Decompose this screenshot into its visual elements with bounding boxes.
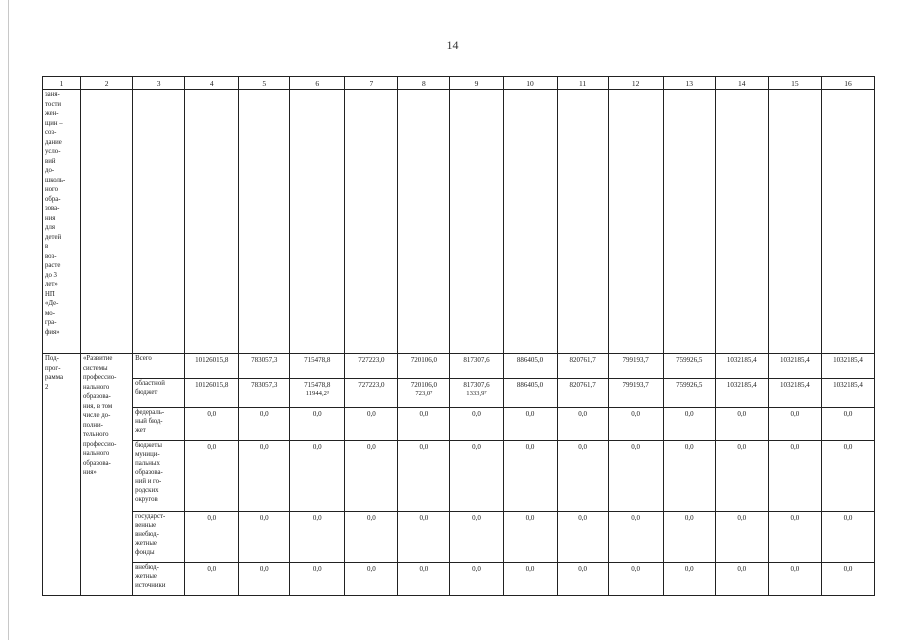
funding-value: 0,0 xyxy=(631,565,641,573)
funding-value-cell xyxy=(503,512,557,563)
empty-cell xyxy=(715,90,768,354)
funding-value-cell xyxy=(608,512,663,563)
funding-value-cell xyxy=(663,563,715,596)
funding-value: 0,0 xyxy=(843,514,853,522)
funding-value-cell xyxy=(715,354,768,379)
funding-value: 1032185,4 xyxy=(726,381,757,389)
header-cell-3: 3 xyxy=(133,77,185,90)
funding-value-cell xyxy=(345,379,398,408)
header-row xyxy=(43,77,875,90)
header-cell-2: 2 xyxy=(81,77,133,90)
funding-value: 727223,0 xyxy=(358,356,385,364)
funding-value-cell xyxy=(239,354,290,379)
funding-value-cell xyxy=(715,379,768,408)
funding-source-cell: Всего xyxy=(133,354,185,379)
empty-cell xyxy=(133,90,185,354)
funding-value: 0,0 xyxy=(366,514,376,522)
header-cell-6: 6 xyxy=(290,77,345,90)
funding-value: 0,0 xyxy=(312,443,322,451)
funding-value-cell xyxy=(450,563,503,596)
funding-value-cell xyxy=(345,441,398,512)
header-cell-11: 11 xyxy=(557,77,608,90)
funding-value-cell xyxy=(450,441,503,512)
funding-value-cell xyxy=(608,408,663,441)
funding-value: 715478,8 xyxy=(304,381,331,389)
funding-value: 0,0 xyxy=(419,443,429,451)
funding-value-cell xyxy=(290,441,345,512)
funding-value: 0,0 xyxy=(366,565,376,573)
funding-row xyxy=(43,512,875,563)
funding-value: 0,0 xyxy=(259,410,269,418)
funding-value-cell xyxy=(239,512,290,563)
funding-value: 1032185,4 xyxy=(833,356,863,364)
funding-value: 0,0 xyxy=(737,565,747,573)
funding-value: 0,0 xyxy=(259,565,269,573)
budget-table xyxy=(42,76,875,596)
funding-value-cell xyxy=(768,563,821,596)
funding-value: 0,0 xyxy=(366,410,376,418)
empty-cell xyxy=(239,90,290,354)
subprogram-title-cell: «Развитие системы профессио- нального образова- ния, в том числе до- полни- тельного профессио- нального образова- ния» xyxy=(81,354,133,596)
empty-cell xyxy=(345,90,398,354)
funding-value: 0,0 xyxy=(259,443,269,451)
funding-value-cell xyxy=(715,441,768,512)
funding-value-cell xyxy=(290,379,345,408)
funding-value: 0,0 xyxy=(207,443,217,451)
funding-value: 0,0 xyxy=(790,410,800,418)
funding-value-cell xyxy=(663,408,715,441)
funding-value: 0,0 xyxy=(578,514,587,522)
funding-value: 0,0 xyxy=(419,565,429,573)
funding-value: 0,0 xyxy=(259,514,269,522)
empty-cell xyxy=(503,90,557,354)
continuation-name-cell: заня- тости жен- щин – соз- дание усло- вий до- школь- ного обра- зова- ния для детей в воз- расте до 3 лет» НП «Де- мо- гра- фия» xyxy=(43,90,81,354)
funding-subvalue: 723,0⁷ xyxy=(415,390,433,398)
funding-value-cell xyxy=(290,354,345,379)
continuation-row xyxy=(43,90,875,354)
funding-value: 759926,5 xyxy=(676,381,703,389)
funding-value-cell xyxy=(768,441,821,512)
funding-value-cell xyxy=(663,379,715,408)
funding-value-cell xyxy=(239,563,290,596)
funding-value: 0,0 xyxy=(684,514,694,522)
funding-row xyxy=(43,379,875,408)
funding-value-cell xyxy=(185,512,239,563)
funding-value: 0,0 xyxy=(472,565,481,573)
funding-source-cell: бюджеты муници- пальных образова- ний и го- родских округов xyxy=(133,441,185,512)
header-cell-14: 14 xyxy=(715,77,768,90)
funding-row xyxy=(43,354,875,379)
funding-source-cell: государст- венные внебюд- жетные фонды xyxy=(133,512,185,563)
funding-value: 0,0 xyxy=(472,443,481,451)
funding-value-cell xyxy=(821,512,874,563)
funding-value: 0,0 xyxy=(843,565,853,573)
funding-subvalue: 11944,2³ xyxy=(305,390,329,398)
funding-value-cell xyxy=(450,512,503,563)
funding-value-cell xyxy=(398,408,450,441)
funding-value-cell xyxy=(185,379,239,408)
funding-value: 759926,5 xyxy=(676,356,703,364)
funding-value: 10126015,8 xyxy=(195,356,229,364)
funding-value: 820761,7 xyxy=(569,381,596,389)
empty-cell xyxy=(290,90,345,354)
funding-value: 0,0 xyxy=(843,443,853,451)
funding-value: 0,0 xyxy=(631,410,641,418)
funding-row xyxy=(43,441,875,512)
funding-value-cell xyxy=(503,408,557,441)
funding-value-cell xyxy=(398,512,450,563)
funding-value-cell xyxy=(557,441,608,512)
funding-value: 0,0 xyxy=(312,565,322,573)
funding-value-cell xyxy=(290,563,345,596)
funding-value-cell xyxy=(821,563,874,596)
funding-value-cell xyxy=(715,563,768,596)
funding-value-cell xyxy=(185,563,239,596)
funding-value-cell xyxy=(768,354,821,379)
funding-value: 0,0 xyxy=(207,514,217,522)
empty-cell xyxy=(81,90,133,354)
header-cell-4: 4 xyxy=(185,77,239,90)
funding-value: 886405,0 xyxy=(516,381,544,389)
funding-value: 0,0 xyxy=(419,410,429,418)
header-cell-5: 5 xyxy=(239,77,290,90)
funding-value-cell xyxy=(345,512,398,563)
funding-value-cell xyxy=(398,563,450,596)
funding-value-cell xyxy=(768,408,821,441)
funding-value-cell xyxy=(663,512,715,563)
funding-value-cell xyxy=(608,354,663,379)
funding-value: 0,0 xyxy=(525,514,535,522)
header-cell-13: 13 xyxy=(663,77,715,90)
funding-value: 0,0 xyxy=(472,514,481,522)
header-cell-8: 8 xyxy=(398,77,450,90)
funding-value-cell xyxy=(663,354,715,379)
funding-value: 0,0 xyxy=(684,443,694,451)
funding-value-cell xyxy=(768,512,821,563)
funding-value-cell xyxy=(768,379,821,408)
funding-value-cell xyxy=(557,408,608,441)
funding-value: 720106,0 xyxy=(410,381,438,389)
funding-source-cell: федераль- ный бюд- жет xyxy=(133,408,185,441)
empty-cell xyxy=(398,90,450,354)
funding-value: 0,0 xyxy=(631,443,641,451)
funding-value: 0,0 xyxy=(312,514,322,522)
funding-value-cell xyxy=(557,563,608,596)
funding-value-cell xyxy=(450,379,503,408)
funding-value-cell xyxy=(398,441,450,512)
header-cell-9: 9 xyxy=(450,77,503,90)
funding-value-cell xyxy=(185,408,239,441)
funding-value: 1032185,4 xyxy=(833,381,863,389)
funding-value-cell xyxy=(821,408,874,441)
funding-value-cell xyxy=(503,441,557,512)
funding-value: 0,0 xyxy=(472,410,481,418)
funding-value: 0,0 xyxy=(578,565,587,573)
funding-value: 715478,8 xyxy=(304,356,331,364)
funding-value: 1032185,4 xyxy=(779,356,810,364)
funding-value-cell xyxy=(663,441,715,512)
funding-value-cell xyxy=(450,354,503,379)
funding-value: 783057,3 xyxy=(251,356,278,364)
funding-row xyxy=(43,563,875,596)
funding-value-cell xyxy=(715,408,768,441)
header-cell-7: 7 xyxy=(345,77,398,90)
funding-value: 783057,3 xyxy=(251,381,278,389)
funding-value: 0,0 xyxy=(737,443,747,451)
funding-value: 0,0 xyxy=(207,565,217,573)
funding-source-cell: областной бюджет xyxy=(133,379,185,408)
funding-value-cell xyxy=(185,354,239,379)
header-cell-12: 12 xyxy=(608,77,663,90)
funding-value-cell xyxy=(557,379,608,408)
page-number: 14 xyxy=(446,38,459,52)
funding-value-cell xyxy=(290,512,345,563)
funding-value-cell xyxy=(345,354,398,379)
funding-source-cell: внебюд- жетные источники xyxy=(133,563,185,596)
funding-value: 0,0 xyxy=(684,410,694,418)
funding-value: 0,0 xyxy=(578,410,587,418)
empty-cell xyxy=(608,90,663,354)
funding-value-cell xyxy=(345,408,398,441)
funding-value: 0,0 xyxy=(843,410,853,418)
funding-value: 799193,7 xyxy=(622,356,649,364)
funding-value: 817307,6 xyxy=(463,356,490,364)
page-left-edge xyxy=(8,0,9,640)
funding-value: 0,0 xyxy=(790,443,800,451)
empty-cell xyxy=(821,90,874,354)
empty-cell xyxy=(768,90,821,354)
funding-value: 820761,7 xyxy=(569,356,596,364)
funding-value: 0,0 xyxy=(525,565,535,573)
funding-value: 720106,0 xyxy=(410,356,438,364)
empty-cell xyxy=(557,90,608,354)
funding-value: 1032185,4 xyxy=(726,356,757,364)
funding-value: 0,0 xyxy=(578,443,587,451)
funding-value-cell xyxy=(398,354,450,379)
funding-value-cell xyxy=(503,379,557,408)
funding-value-cell xyxy=(239,441,290,512)
funding-value-cell xyxy=(185,441,239,512)
funding-value: 886405,0 xyxy=(516,356,544,364)
header-cell-15: 15 xyxy=(768,77,821,90)
funding-value-cell xyxy=(239,408,290,441)
funding-row xyxy=(43,408,875,441)
funding-value-cell xyxy=(503,563,557,596)
funding-value: 0,0 xyxy=(790,565,800,573)
funding-value-cell xyxy=(398,379,450,408)
funding-value: 0,0 xyxy=(790,514,800,522)
subprogram-label-cell: Под- прог- рамма 2 xyxy=(43,354,81,596)
header-cell-1: 1 xyxy=(43,77,81,90)
funding-value: 10126015,8 xyxy=(195,381,229,389)
funding-value-cell xyxy=(821,441,874,512)
header-cell-16: 16 xyxy=(821,77,874,90)
funding-subvalue: 1333,9⁷ xyxy=(466,390,487,398)
funding-value: 817307,6 xyxy=(463,381,490,389)
funding-value-cell xyxy=(503,354,557,379)
funding-value: 0,0 xyxy=(631,514,641,522)
funding-value-cell xyxy=(557,512,608,563)
funding-value-cell xyxy=(290,408,345,441)
funding-value-cell xyxy=(608,379,663,408)
funding-value-cell xyxy=(450,408,503,441)
funding-value-cell xyxy=(239,379,290,408)
funding-value-cell xyxy=(821,354,874,379)
funding-value-cell xyxy=(715,512,768,563)
funding-value: 727223,0 xyxy=(358,381,385,389)
funding-value: 0,0 xyxy=(312,410,322,418)
header-cell-10: 10 xyxy=(503,77,557,90)
funding-value: 0,0 xyxy=(525,443,535,451)
funding-value: 1032185,4 xyxy=(779,381,810,389)
funding-value: 0,0 xyxy=(737,410,747,418)
funding-value: 0,0 xyxy=(525,410,535,418)
funding-value-cell xyxy=(608,563,663,596)
funding-value-cell xyxy=(557,354,608,379)
funding-value-cell xyxy=(345,563,398,596)
funding-value: 0,0 xyxy=(366,443,376,451)
empty-cell xyxy=(663,90,715,354)
funding-value: 0,0 xyxy=(684,565,694,573)
funding-value: 0,0 xyxy=(419,514,429,522)
funding-value-cell xyxy=(821,379,874,408)
empty-cell xyxy=(450,90,503,354)
funding-value: 799193,7 xyxy=(622,381,649,389)
funding-value: 0,0 xyxy=(207,410,217,418)
funding-value-cell xyxy=(608,441,663,512)
empty-cell xyxy=(185,90,239,354)
funding-value: 0,0 xyxy=(737,514,747,522)
